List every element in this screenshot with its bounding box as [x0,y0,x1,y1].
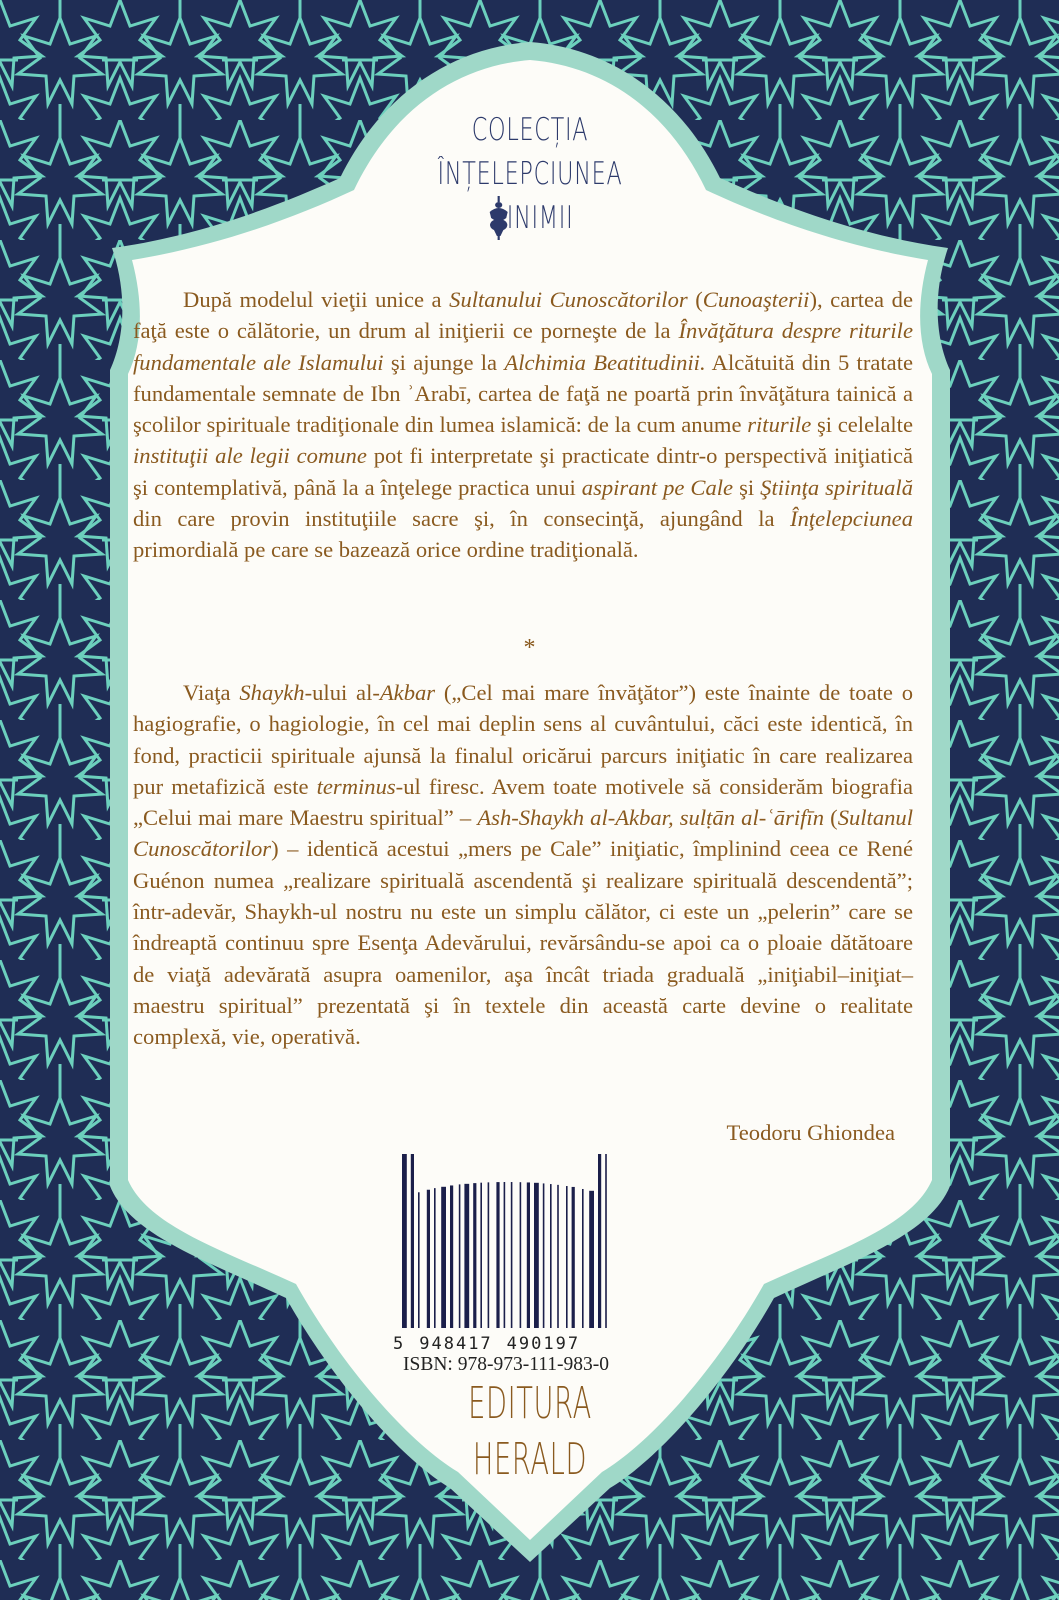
paragraph1-run: din care provin instituţiile sacre şi, în consecinţă, ajungând la [133,506,791,532]
paragraph2-run: Viaţa [183,680,240,705]
barcode-bar [402,1154,407,1328]
paragraph1-run: ), cartea de faţă este o călătorie, un drum al iniţierii ce porneşte de la [133,287,913,344]
series-line-3-text: INIMII [506,200,574,236]
paragraph-2 [133,677,913,1053]
barcode-bar [496,1182,499,1328]
paragraph1-run: şi [733,474,761,500]
series-line-2: ÎNȚELEPCIUNEA [437,156,623,192]
paragraph2-run: -ului al- [304,680,380,705]
paragraph2-run: Shaykh [239,680,305,705]
paragraph1-run: Ştiinţa spirituală [760,474,914,500]
paragraph1-run: Alchimia Beatitudinii. [504,349,706,375]
series-title [380,108,680,240]
barcode-bar [534,1183,539,1328]
paragraph1-run: ( [687,287,703,312]
barcode-digits [393,1334,625,1354]
barcode-bar [520,1182,522,1328]
barcode-bar [441,1187,446,1328]
barcode-bar [557,1185,559,1328]
paragraph1-run: Învăţătura despre riturile fundamentale ale Islamului [133,318,913,375]
series-line-1: COLECȚIA [471,112,589,148]
barcode-bar [550,1184,552,1328]
barcode-bar [459,1184,461,1328]
barcode-bar [605,1154,607,1328]
paragraph2-run: ) – identică acestui „mers pe Cale” iniţiatic, împlinind ceea ce René Guénon numea „realizare spirituală ascendentă şi realizare spirituală descendentă”; într-adevăr, Shaykh-ul nostru nu este un simplu călător, ci este un „pelerin” care se îndreaptă continuu spre Esenţa Adevărului, revărsându-se apoi ca o ploaie dătătoare de viaţă adevărată asupra oamenilor, aşa încât triada graduală „iniţiabil–iniţiat–maestru spiritual” prezentată şi în textele din această carte devine o realitate complexă, vie, operativă. [133,836,913,1050]
barcode-bar [450,1185,453,1328]
paragraph1-run: Sultanului Cunoscătorilor [449,287,688,312]
isbn-number: ISBN: 978-973-111-983-0 [403,1354,609,1375]
series-line-3 [422,196,638,240]
barcode-bar [527,1182,530,1328]
barcode-bar [434,1188,436,1328]
barcode-bar [480,1183,482,1328]
paragraph2-run: Sultanul Cunoscătorilor [133,805,914,862]
barcode-bar [418,1192,420,1328]
publisher-line-2: HERALD [472,1434,588,1485]
barcode-bar [598,1154,601,1328]
barcode-bar [566,1186,568,1328]
barcode-bar [464,1184,469,1328]
publisher-line-1: EDITURA [468,1378,592,1429]
paragraph2-run: terminus [316,773,396,799]
publisher-logo [380,1376,680,1488]
barcode-digit-group-1: 5 [393,1334,406,1354]
paragraph-1 [133,284,913,566]
barcode-digit-group-2: 948417 [419,1334,493,1354]
barcode-bar [504,1182,506,1328]
barcode-bar [473,1183,476,1328]
paragraph1-run: pot fi interpretate şi practicate dintr-o perspectivă iniţiatică şi contemplativă, până la a înţelege practica unui [133,443,914,500]
paragraph1-run: riturile [747,412,812,438]
paragraph-1-text [133,284,913,566]
paragraph2-run: („Cel mai mare învăţător”) este înainte de toate o hagiografie, o hagiologie, în cel mai deplin sens al cuvântului, căci este identică, în fond, practicii spirituale ajunsă la finalul oricărui parcurs iniţiatic în care realizarea pur metafizică este [133,680,913,799]
barcode-graphic [398,1152,614,1332]
paragraph1-run: aspirant pe Cale [581,474,734,500]
paragraph1-run: instituţii ale legii comune [133,443,367,469]
paragraph2-run: Ash-Shaykh al-Akbar, sulṭān al-ʿārifīn [477,805,824,831]
paragraph1-run: După modelul vieţii unice a [183,287,450,312]
paragraph2-run: ( [824,805,838,831]
barcode-bar [411,1154,414,1328]
paragraph1-run: Cunoaşterii [702,287,810,312]
paragraph1-run: şi ajunge la [383,349,505,375]
paragraph1-run: Înţelepciunea [790,506,913,532]
barcode-digit-group-3: 490197 [506,1334,581,1354]
barcode-bar [543,1183,545,1328]
barcode-bar [511,1182,513,1328]
barcode-bar [589,1191,594,1328]
paragraph1-run: primordială pe care se bazează orice ordine tradiţională. [133,537,639,563]
barcode-bar [427,1190,430,1328]
barcode-bar [572,1187,575,1328]
paragraph2-run: -ul firesc. Avem toate motivele să considerăm biografia „Celui mai mare Maestru spiritual” – [133,773,913,831]
barcode-bar [488,1182,490,1328]
paragraph1-run: şi celelalte [811,412,913,438]
separator-asterisk: * [523,635,536,661]
paragraph1-run: Alcătuită din 5 tratate fundamentale semnate de Ibn ʾArabī, cartea de faţă ne poartă prin învăţătura tainică a şcolilor spirituale tradiţionale din lumea islamică: de la cum anume [133,349,913,438]
author-signature: Teodoru Ghiondea [726,1120,895,1145]
paragraph2-run: Akbar [379,680,436,705]
barcode-bar [582,1189,584,1328]
paragraph-2-text [133,677,913,1053]
